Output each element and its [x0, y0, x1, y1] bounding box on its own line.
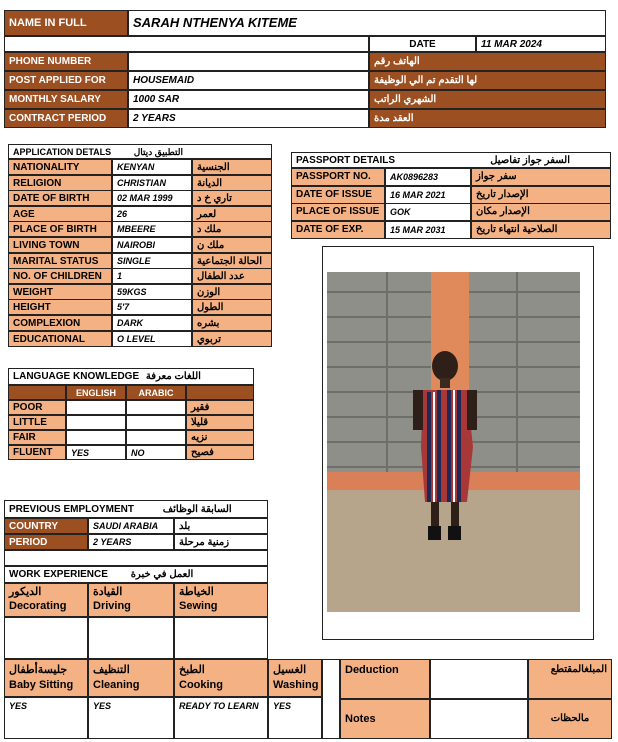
- employment-label: COUNTRY: [4, 518, 88, 534]
- skill-arabic: الغسيل: [273, 664, 307, 676]
- application-arabic: تاري خ د: [192, 190, 272, 206]
- employment-arabic: زمنية مرحلة: [174, 534, 268, 550]
- header-value: 2 YEARS: [128, 109, 369, 128]
- skill-value: [174, 617, 268, 659]
- passport-value: 15 MAR 2031: [385, 221, 471, 239]
- application-arabic: الحالة الجتماعية: [192, 253, 272, 269]
- language-english-value: YES: [66, 445, 126, 460]
- application-value: 26: [112, 206, 192, 222]
- language-level-arabic: فقير: [186, 400, 254, 415]
- passport-title-ar: السفر جواز تفاصيل: [490, 155, 570, 166]
- skill-value: [4, 617, 88, 659]
- skill-arabic: التنظيف: [93, 664, 130, 676]
- notes-arabic: مالحظات: [528, 699, 612, 739]
- skill-english: Decorating: [9, 600, 67, 612]
- name-label: NAME IN FULL: [4, 10, 128, 36]
- date-label: DATE: [369, 36, 476, 52]
- application-arabic: الوزن: [192, 284, 272, 300]
- language-col-arabic: ARABIC: [126, 385, 186, 400]
- application-arabic: بشره: [192, 315, 272, 331]
- skill-header: [4, 659, 88, 697]
- passport-label: PLACE OF ISSUE: [291, 203, 385, 221]
- application-label: DATE OF BIRTH: [8, 190, 112, 206]
- application-arabic: عدد الطفال: [192, 268, 272, 284]
- application-value: 1: [112, 268, 192, 284]
- application-value: O LEVEL: [112, 331, 192, 347]
- passport-value: AK0896283: [385, 168, 471, 186]
- language-level-label: FAIR: [8, 430, 66, 445]
- skill-arabic: الخياطة: [179, 586, 214, 598]
- skill-header: [174, 659, 268, 697]
- skill-header: [88, 659, 174, 697]
- skill-header: [174, 583, 268, 617]
- skill-arabic: جليسةأطفال: [9, 664, 68, 676]
- passport-value: GOK: [385, 203, 471, 221]
- skill-english: Sewing: [179, 600, 218, 612]
- deduction-arabic: المبلغالمقتطع: [528, 659, 612, 699]
- language-level-label: LITTLE: [8, 415, 66, 430]
- skill-header: [268, 659, 322, 697]
- skill-header: [88, 583, 174, 617]
- employment-value: 2 YEARS: [88, 534, 174, 550]
- language-title-en: LANGUAGE KNOWLEDGE: [13, 371, 140, 382]
- header-arabic: الهاتف رقم: [369, 52, 606, 71]
- application-value: MBEERE: [112, 221, 192, 237]
- skill-value: YES: [4, 697, 88, 739]
- skill-arabic: القيادة: [93, 586, 123, 598]
- application-arabic: ملك ن: [192, 237, 272, 253]
- notes-label: Notes: [340, 699, 430, 739]
- deduction-label: Deduction: [340, 659, 430, 699]
- language-level-arabic: نزيه: [186, 430, 254, 445]
- application-label: PLACE OF BIRTH: [8, 221, 112, 237]
- application-title-en: APPLICATION DETALS: [13, 147, 112, 157]
- application-title: [8, 144, 272, 159]
- application-value: 02 MAR 1999: [112, 190, 192, 206]
- application-arabic: ملك د: [192, 221, 272, 237]
- language-level-arabic: قليلا: [186, 415, 254, 430]
- skill-value: READY TO LEARN: [174, 697, 268, 739]
- application-label: WEIGHT: [8, 284, 112, 300]
- language-level-label: FLUENT: [8, 445, 66, 460]
- employment-arabic: بلد: [174, 518, 268, 534]
- application-value: 5'7: [112, 299, 192, 315]
- experience-title-ar: العمل في خبرة: [130, 569, 194, 580]
- passport-arabic: الإصدار تاريخ: [471, 186, 611, 204]
- application-label: NO. OF CHILDREN: [8, 268, 112, 284]
- skill-header: [4, 583, 88, 617]
- language-english-value: [66, 415, 126, 430]
- language-english-value: [66, 430, 126, 445]
- skill-value: YES: [268, 697, 322, 739]
- language-arabic-value: NO: [126, 445, 186, 460]
- blank-row: [4, 36, 369, 52]
- header-label: PHONE NUMBER: [4, 52, 128, 71]
- skill-english: Baby Sitting: [9, 679, 74, 691]
- header-value: HOUSEMAID: [128, 71, 369, 90]
- skill-arabic: الديكور: [9, 586, 42, 598]
- skill-english: Cooking: [179, 679, 223, 691]
- skill-english: Driving: [93, 600, 131, 612]
- application-label: MARITAL STATUS: [8, 253, 112, 269]
- header-arabic: الشهري الراتب: [369, 90, 606, 109]
- header-arabic: العقد مدة: [369, 109, 606, 128]
- application-label: HEIGHT: [8, 299, 112, 315]
- language-title-ar: اللغات معرفة: [145, 371, 201, 382]
- passport-label: PASSPORT NO.: [291, 168, 385, 186]
- skill-gap: [268, 583, 322, 659]
- skill-value: [88, 617, 174, 659]
- language-arabic-value: [126, 430, 186, 445]
- application-value: CHRISTIAN: [112, 175, 192, 191]
- passport-arabic: سفر جواز: [471, 168, 611, 186]
- employment-value: SAUDI ARABIA: [88, 518, 174, 534]
- passport-value: 16 MAR 2021: [385, 186, 471, 204]
- name-value: SARAH NTHENYA KITEME: [128, 10, 606, 36]
- language-title: [8, 368, 254, 385]
- deduction-gap: [322, 659, 340, 739]
- passport-arabic: الصلاحية انتهاء تاريخ: [471, 221, 611, 239]
- language-header-blank: [8, 385, 66, 400]
- application-arabic: الجنسية: [192, 159, 272, 175]
- application-label: EDUCATIONAL: [8, 331, 112, 347]
- notes-value: [430, 699, 528, 739]
- application-arabic: الديانة: [192, 175, 272, 191]
- skill-english: Cleaning: [93, 679, 140, 691]
- passport-arabic: الإصدار مكان: [471, 203, 611, 221]
- application-label: COMPLEXION: [8, 315, 112, 331]
- header-arabic: لها التقدم تم الي الوظيفة: [369, 71, 606, 90]
- header-value: [128, 52, 369, 71]
- passport-label: DATE OF ISSUE: [291, 186, 385, 204]
- deduction-value: [430, 659, 528, 699]
- application-value: 59KGS: [112, 284, 192, 300]
- application-value: NAIROBI: [112, 237, 192, 253]
- passport-title: [291, 152, 611, 168]
- language-english-value: [66, 400, 126, 415]
- language-level-label: POOR: [8, 400, 66, 415]
- application-arabic: تربوي: [192, 331, 272, 347]
- passport-label: DATE OF EXP.: [291, 221, 385, 239]
- language-header-blank-right: [186, 385, 254, 400]
- employment-title-en: PREVIOUS EMPLOYMENT: [9, 504, 135, 515]
- language-level-arabic: فصيح: [186, 445, 254, 460]
- employment-blank-row: [4, 550, 268, 566]
- skill-value: YES: [88, 697, 174, 739]
- application-label: NATIONALITY: [8, 159, 112, 175]
- language-arabic-value: [126, 400, 186, 415]
- employment-label: PERIOD: [4, 534, 88, 550]
- application-arabic: الطول: [192, 299, 272, 315]
- header-label: MONTHLY SALARY: [4, 90, 128, 109]
- header-label: POST APPLIED FOR: [4, 71, 128, 90]
- experience-title: [4, 566, 268, 583]
- employment-title: [4, 500, 268, 518]
- header-label: CONTRACT PERIOD: [4, 109, 128, 128]
- header-value: 1000 SAR: [128, 90, 369, 109]
- application-arabic: لعمر: [192, 206, 272, 222]
- experience-title-en: WORK EXPERIENCE: [9, 569, 108, 580]
- application-title-ar: التطبيق ديتال: [133, 147, 183, 157]
- passport-title-en: PASSPORT DETAILS: [296, 155, 396, 166]
- application-label: RELIGION: [8, 175, 112, 191]
- application-label: LIVING TOWN: [8, 237, 112, 253]
- application-value: KENYAN: [112, 159, 192, 175]
- skill-english: Washing: [273, 679, 319, 691]
- date-value: 11 MAR 2024: [476, 36, 606, 52]
- language-col-english: ENGLISH: [66, 385, 126, 400]
- skill-arabic: الطبخ: [179, 664, 205, 676]
- employment-title-ar: السابقة الوظائف: [162, 504, 232, 515]
- application-value: SINGLE: [112, 253, 192, 269]
- application-value: DARK: [112, 315, 192, 331]
- candidate-photo-image: [327, 272, 580, 612]
- language-arabic-value: [126, 415, 186, 430]
- application-label: AGE: [8, 206, 112, 222]
- candidate-photo: [327, 272, 580, 612]
